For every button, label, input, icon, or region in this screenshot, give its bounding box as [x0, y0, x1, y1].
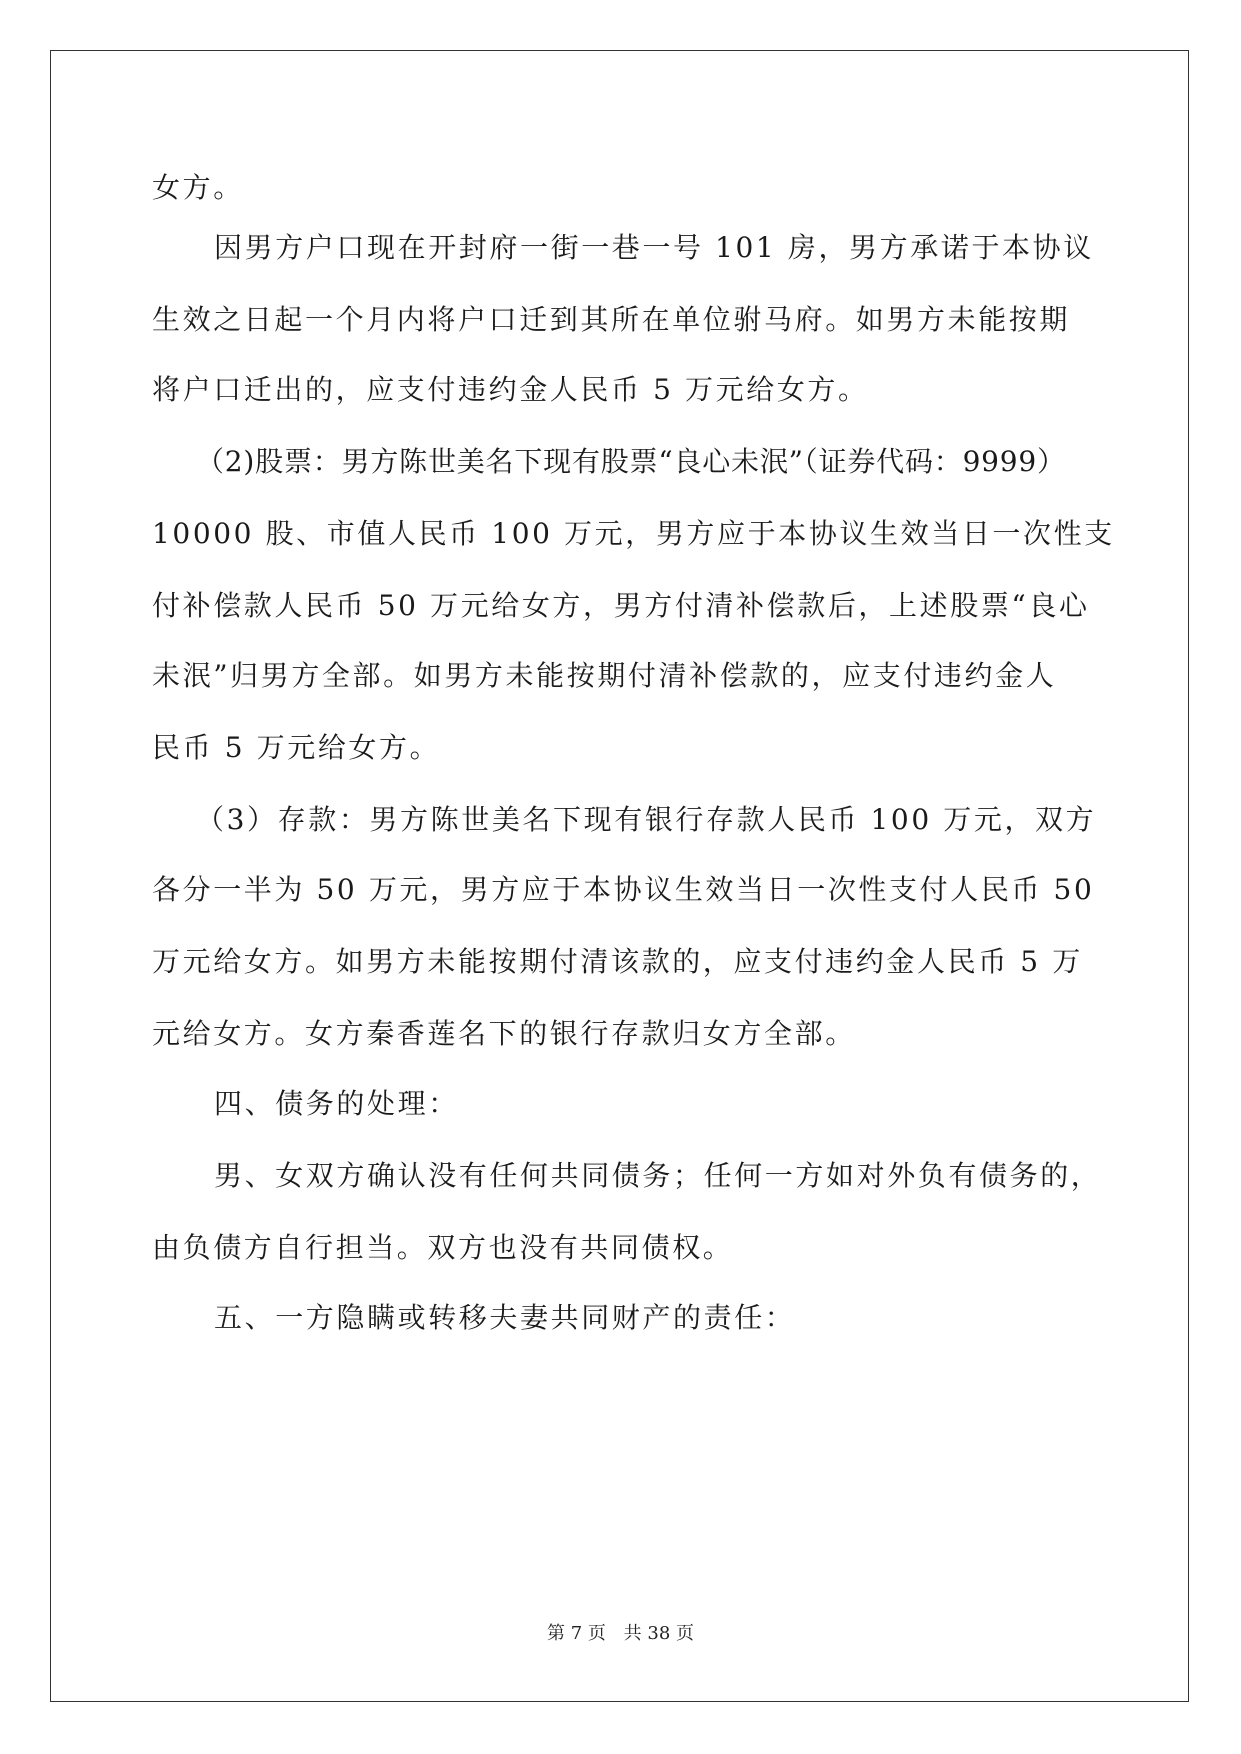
text-line-11: 各分一半为 50 万元，男方应于本协议生效当日一次性支付人民币 50 — [152, 873, 1095, 906]
section-heading-concealment: 五、一方隐瞒或转移夫妻共同财产的责任： — [214, 1301, 796, 1334]
text-line-13: 元给女方。女方秦香莲名下的银行存款归女方全部。 — [152, 1017, 856, 1050]
text-line-15: 男、女双方确认没有任何共同债务；任何一方如对外负有债务的， — [214, 1159, 1102, 1192]
text-line-16: 由负债方自行担当。双方也没有共同债权。 — [152, 1231, 734, 1264]
text-line-1: 女方。 — [152, 171, 244, 204]
text-line-5: （2)股票：男方陈世美名下现有股票“良心未泯”（证券代码：9999） — [196, 445, 1066, 478]
section-heading-debts: 四、债务的处理： — [214, 1087, 459, 1120]
text-line-4: 将户口迁出的，应支付违约金人民币 5 万元给女方。 — [152, 373, 869, 406]
page-footer — [0, 1622, 1241, 1646]
text-line-6: 10000 股、市值人民币 100 万元，男方应于本协议生效当日一次性支 — [152, 517, 1115, 550]
text-line-12: 万元给女方。如男方未能按期付清该款的，应支付违约金人民币 5 万 — [152, 945, 1083, 978]
page-total: 共 38 页 — [623, 1623, 694, 1644]
text-line-8: 未泯”归男方全部。如男方未能按期付清补偿款的，应支付违约金人 — [152, 659, 1057, 692]
text-line-2: 因男方户口现在开封府一街一巷一号 101 房，男方承诺于本协议 — [214, 231, 1094, 264]
text-line-10: （3）存款：男方陈世美名下现有银行存款人民币 100 万元，双方 — [196, 803, 1097, 836]
page-number: 第 7 页 — [547, 1623, 606, 1644]
text-line-3: 生效之日起一个月内将户口迁到其所在单位驸马府。如男方未能按期 — [152, 303, 1071, 336]
text-line-9: 民币 5 万元给女方。 — [152, 731, 441, 764]
text-line-7: 付补偿款人民币 50 万元给女方，男方付清补偿款后，上述股票“良心 — [152, 589, 1090, 622]
